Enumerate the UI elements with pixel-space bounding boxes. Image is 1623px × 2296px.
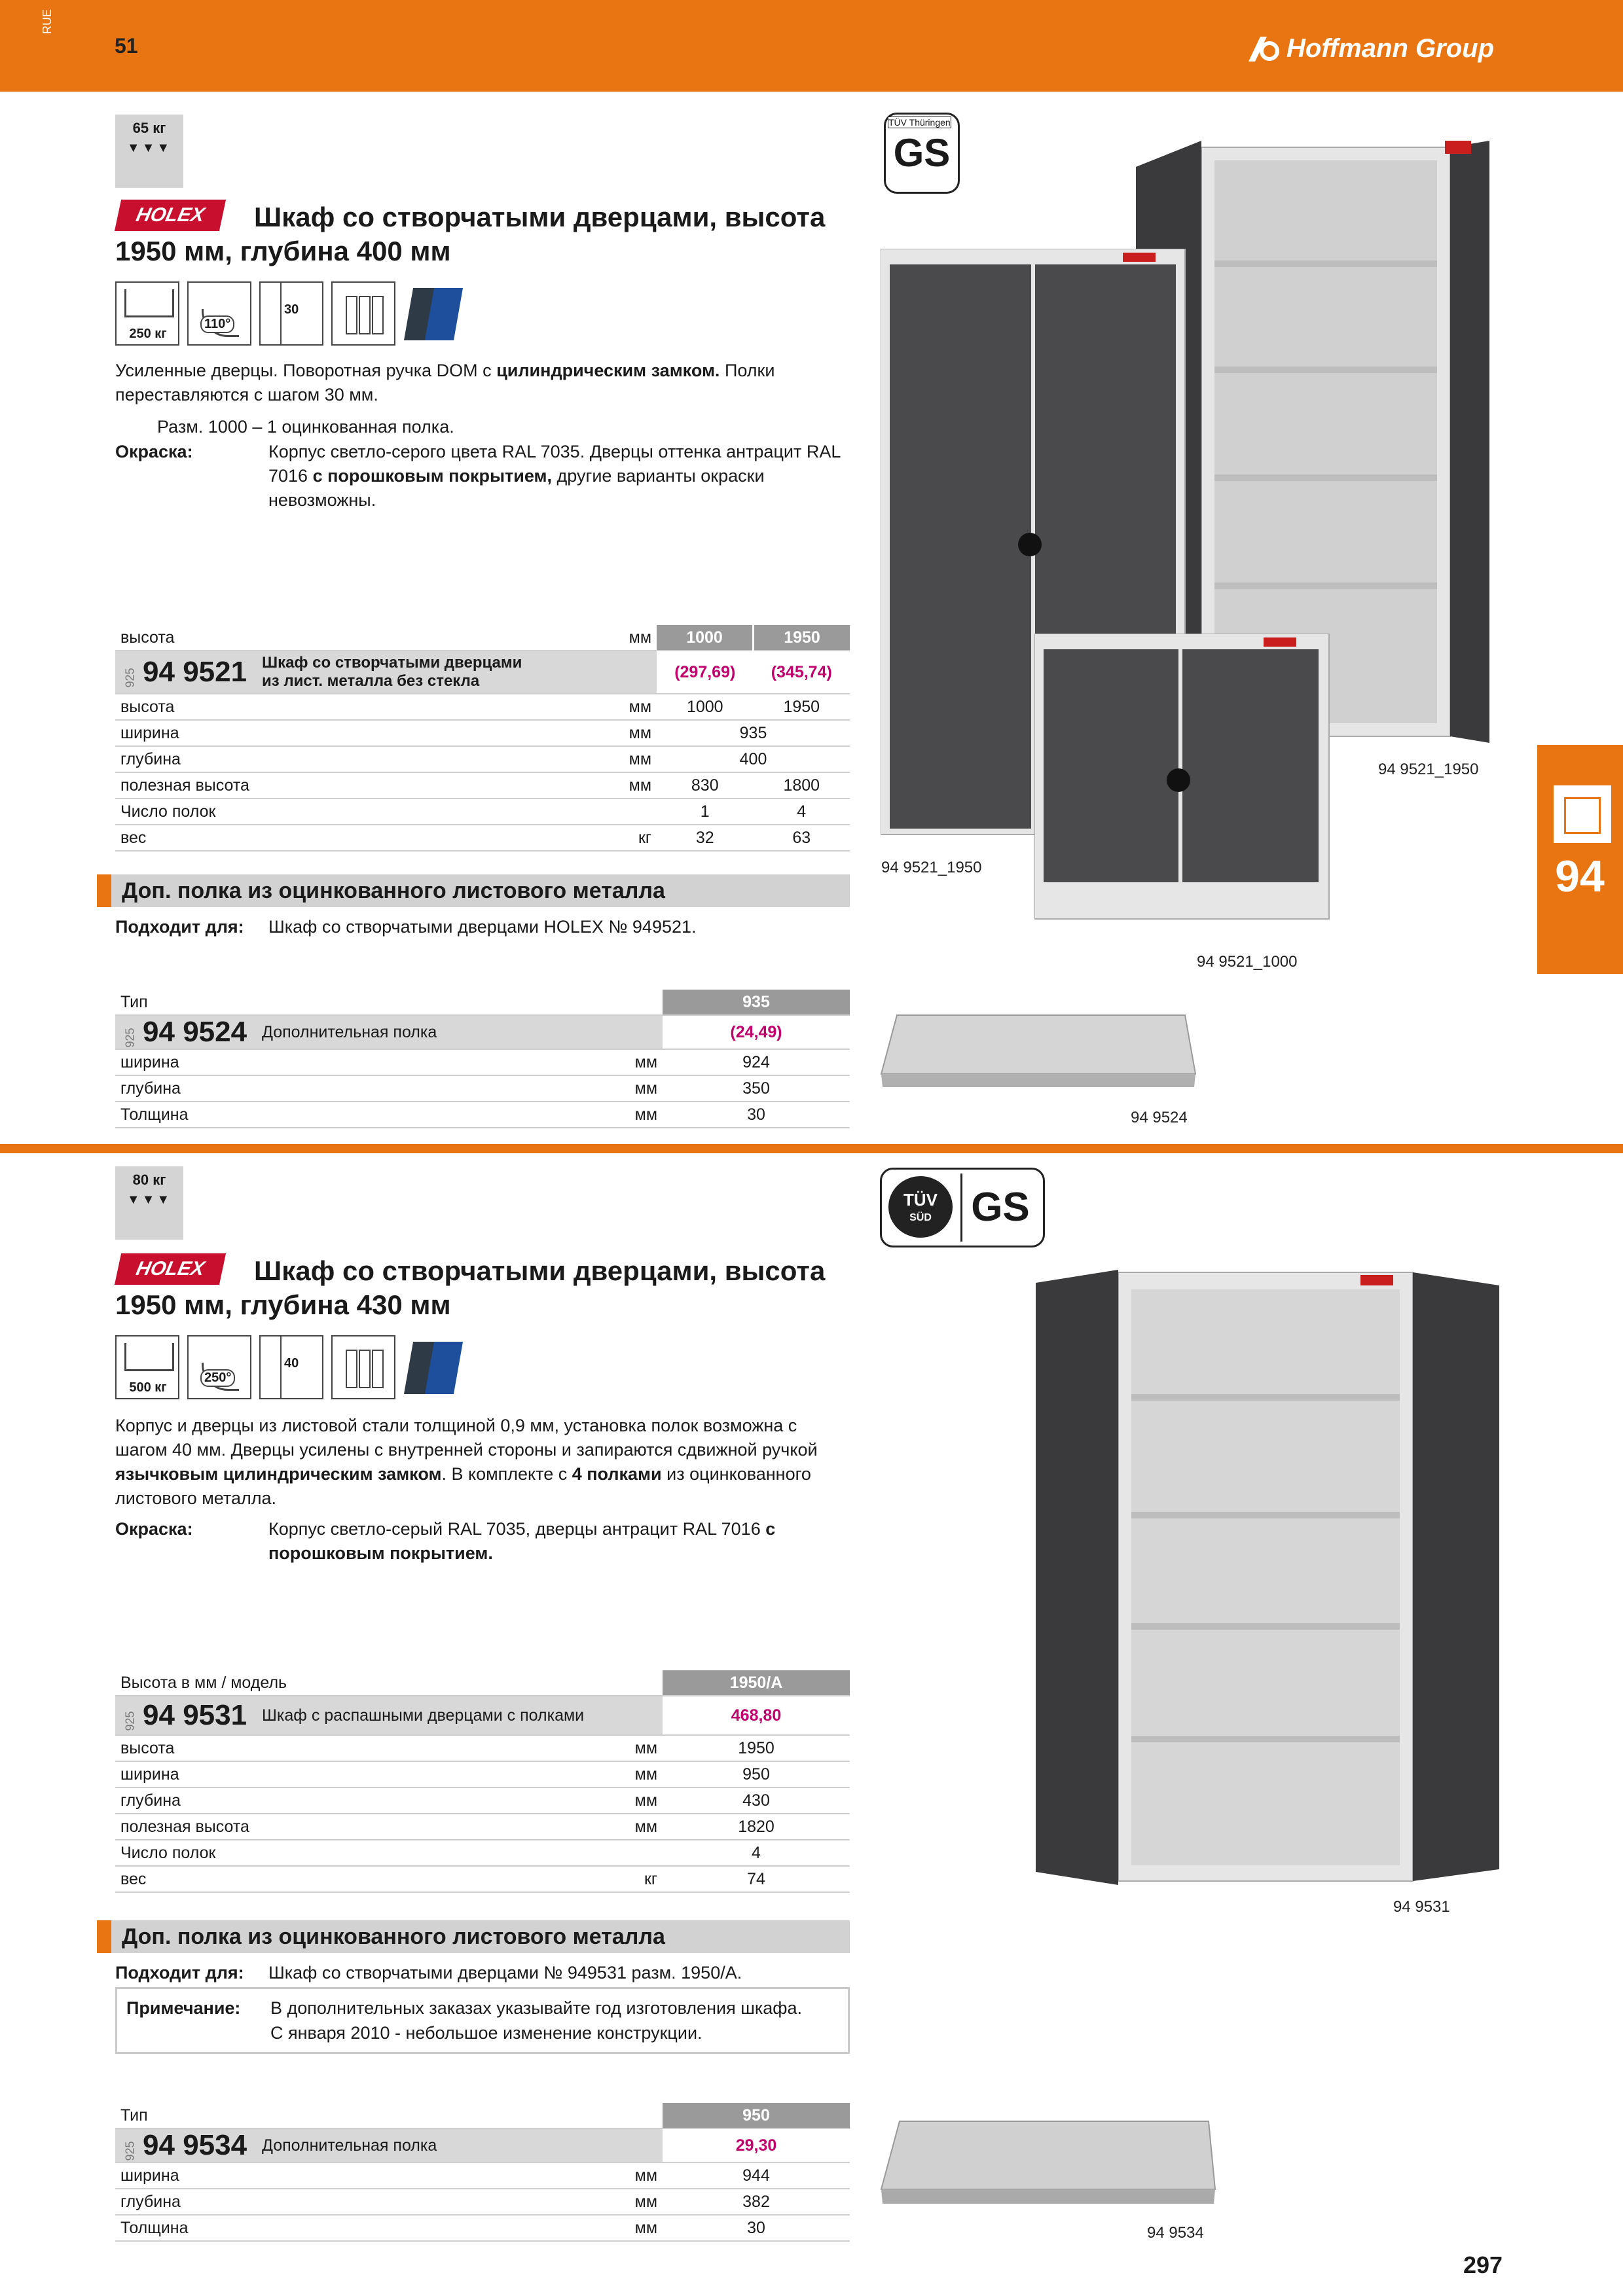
table-header-row <box>115 625 850 651</box>
article-desc: Дополнительная полка <box>257 2128 613 2162</box>
gs-certification-icon: GS <box>960 1174 1038 1242</box>
table-row: высота мм 1000 1950 <box>115 694 850 720</box>
price: 468,80 <box>663 1696 850 1735</box>
load-capacity-icon <box>115 281 179 346</box>
paint-text: Корпус светло-серый RAL 7035, дверцы антрацит RAL 7016 с порошковым покрытием. <box>268 1519 776 1563</box>
article-desc: Шкаф с распашными дверцами с полками <box>257 1696 613 1735</box>
image-caption: 94 9521_1950 <box>881 859 982 876</box>
paint-text-a: Корпус светло-серого цвета RAL 7035. Дверцы оттенка антрацит RAL 7016 <box>268 442 841 486</box>
note-line: В дополнительных заказах указывайте год изготовления шкафа. <box>270 1998 803 2018</box>
spec-table <box>115 625 850 852</box>
tuv-sud-icon: TÜV SÜD <box>888 1176 953 1238</box>
table-row: глубина мм 350 <box>115 1075 850 1102</box>
price: (297,69) <box>657 651 754 694</box>
image-caption: 94 9524 <box>1131 1109 1188 1126</box>
table-row: Число полок 1 4 <box>115 798 850 825</box>
table-row: вес кг 74 <box>115 1866 850 1892</box>
image-caption: 94 9534 <box>1147 2224 1204 2242</box>
product-title: Шкаф со створчатыми дверцами, высота <box>254 1255 826 1286</box>
table-row: полезная высота мм 1820 <box>115 1814 850 1840</box>
table-row: ширина мм 935 <box>115 720 850 746</box>
table-row: ширина мм 924 <box>115 1049 850 1075</box>
image-caption: 94 9521_1950 <box>1378 761 1479 778</box>
angle-label: 110° <box>200 315 234 333</box>
size-note: Разм. 1000 – 1 оцинкованная полка. <box>157 417 454 437</box>
table-row: ширина мм 944 <box>115 2162 850 2189</box>
weight-label: 65 кг <box>132 120 166 136</box>
table-row: глубина мм 400 <box>115 746 850 772</box>
certification-badge <box>880 1168 1045 1247</box>
shelf-step-icon <box>259 1335 323 1399</box>
price: (345,74) <box>754 651 850 694</box>
size-col: 1950 <box>754 625 850 651</box>
cabinet-icon <box>1554 785 1611 843</box>
table-row: Толщина мм 30 <box>115 2215 850 2241</box>
article-number: 94 9521 <box>143 656 247 688</box>
accessory-heading: Доп. полка из оцинкованного листового металла <box>97 874 850 907</box>
desc-text: Усиленные дверцы. Поворотная ручка DOM с <box>115 361 497 380</box>
load-label: 500 кг <box>119 1380 177 1395</box>
header-label: высота <box>115 625 607 651</box>
image-caption: 94 9521_1000 <box>1197 953 1298 971</box>
stack-icon: ▼▼▼ <box>126 141 172 155</box>
step-label: 30 <box>284 302 299 317</box>
table-row: высота мм 1950 <box>115 1735 850 1761</box>
paint-text <box>268 440 845 512</box>
note-label: Примечание: <box>126 1998 241 2018</box>
article-row[interactable]: 925 94 9534 Дополнительная полка 29,30 <box>115 2128 850 2162</box>
image-caption: 94 9531 <box>1393 1898 1450 1916</box>
product-title-line2: 1950 мм, глубина 430 мм <box>115 1289 451 1320</box>
brand-name: Hoffmann Group <box>1286 34 1495 63</box>
holex-logo: HOLEX <box>115 200 226 231</box>
small-cabinet-image <box>1034 634 1330 920</box>
shelf-step-icon <box>259 281 323 346</box>
tuv-label: TÜV Thüringen <box>888 117 951 128</box>
shelf-table <box>115 990 850 1128</box>
stack-icon: ▼▼▼ <box>126 1193 172 1207</box>
holex-logo: HOLEX <box>115 1253 226 1285</box>
feature-icons <box>115 1335 488 1401</box>
gs-certification-icon: GS <box>884 113 960 194</box>
hoffmann-logo-icon <box>1247 33 1281 63</box>
fits-label: Подходит для: <box>115 917 244 937</box>
shelf-table <box>115 2103 850 2242</box>
table-row: полезная высота мм 830 1800 <box>115 772 850 798</box>
color-swatch-icon <box>403 281 467 346</box>
load-label: 250 кг <box>119 327 177 342</box>
weight-label: 80 кг <box>132 1172 166 1188</box>
description: Корпус и дверцы из листовой стали толщиной 0,9 мм, установка полок возможна с шагом 40 мм. Дверцы усилены с внутренней стороны и запираются сдвижной ручкой язычковым цилиндрическим замком. В комплекте с 4 полками из оцинкованного листового металла. <box>115 1416 818 1508</box>
accessory-heading: Доп. полка из оцинкованного листового металла <box>97 1920 850 1953</box>
article-desc: Шкаф со створчатыми дверцами из лист. металла без стекла <box>257 651 607 694</box>
fits-text: Шкаф со створчатыми дверцами HOLEX № 949521. <box>268 917 697 937</box>
note-box <box>115 1987 850 2054</box>
note-line: С января 2010 - небольшое изменение конструкции. <box>270 2023 702 2043</box>
size-col: 1000 <box>657 625 754 651</box>
table-row: глубина мм 430 <box>115 1787 850 1814</box>
desc-text-end: Полки переставляются с шагом 30 мм. <box>115 361 775 404</box>
door-angle-icon <box>187 1335 251 1399</box>
language-code: RUE <box>41 9 54 34</box>
open-cabinet-image <box>1033 1270 1504 1885</box>
desc-bold: цилиндрическим замком. <box>496 361 720 380</box>
table-header-row: Тип 950 <box>115 2103 850 2128</box>
paint-text-bold: с порошковым покрытием, <box>312 466 552 486</box>
door-angle-icon <box>187 281 251 346</box>
table-row: глубина мм 382 <box>115 2189 850 2215</box>
catalog-page-ref: 51 <box>115 34 138 58</box>
unit-empty <box>607 651 657 694</box>
shelf-image <box>877 1011 1198 1096</box>
article-desc: Дополнительная полка <box>257 1015 613 1049</box>
color-swatch-icon <box>403 1335 467 1399</box>
chapter-number: 94 <box>1555 852 1605 901</box>
table-row: вес кг 32 63 <box>115 825 850 851</box>
table-header-row: Тип 935 <box>115 990 850 1015</box>
section-divider <box>0 1144 1623 1153</box>
table-row: ширина мм 950 <box>115 1761 850 1787</box>
angle-label: 250° <box>200 1369 235 1387</box>
header-unit: мм <box>607 625 657 651</box>
article-number: 94 9534 <box>143 2129 247 2161</box>
paint-text-c: другие варианты окраски невозможны. <box>268 466 765 510</box>
article-prefix: 925 <box>123 668 137 688</box>
article-number: 94 9524 <box>143 1016 247 1048</box>
table-header-row: Высота в мм / модель 1950/A <box>115 1670 850 1696</box>
article-number: 94 9531 <box>143 1699 247 1731</box>
article-row[interactable] <box>115 651 850 694</box>
paint-label: Окраска: <box>115 442 193 461</box>
description <box>115 359 842 407</box>
article-row[interactable]: 925 94 9524 Дополнительная полка (24,49) <box>115 1015 850 1049</box>
fits-text: Шкаф со створчатыми дверцами № 949531 разм. 1950/A. <box>268 1963 742 1982</box>
binder-icon <box>331 1335 395 1399</box>
price: (24,49) <box>663 1015 850 1049</box>
weight-badge <box>115 1166 183 1240</box>
article-row[interactable]: 925 94 9531 Шкаф с распашными дверцами с полками 468,80 <box>115 1696 850 1735</box>
page-number: 297 <box>1463 2251 1503 2278</box>
paint-label: Окраска: <box>115 1519 193 1539</box>
binder-icon <box>331 281 395 346</box>
table-row: Число полок 4 <box>115 1840 850 1866</box>
table-row: Толщина мм 30 <box>115 1102 850 1128</box>
shelf-image <box>877 2117 1218 2215</box>
load-capacity-icon <box>115 1335 179 1399</box>
step-label: 40 <box>284 1356 299 1371</box>
spec-table <box>115 1670 850 1893</box>
product-title: Шкаф со створчатыми дверцами, высота <box>254 202 826 232</box>
feature-icons <box>115 281 488 347</box>
price: 29,30 <box>663 2128 850 2162</box>
fits-label: Подходит для: <box>115 1963 244 1982</box>
weight-badge <box>115 115 183 188</box>
product-title-line2: 1950 мм, глубина 400 мм <box>115 236 451 266</box>
